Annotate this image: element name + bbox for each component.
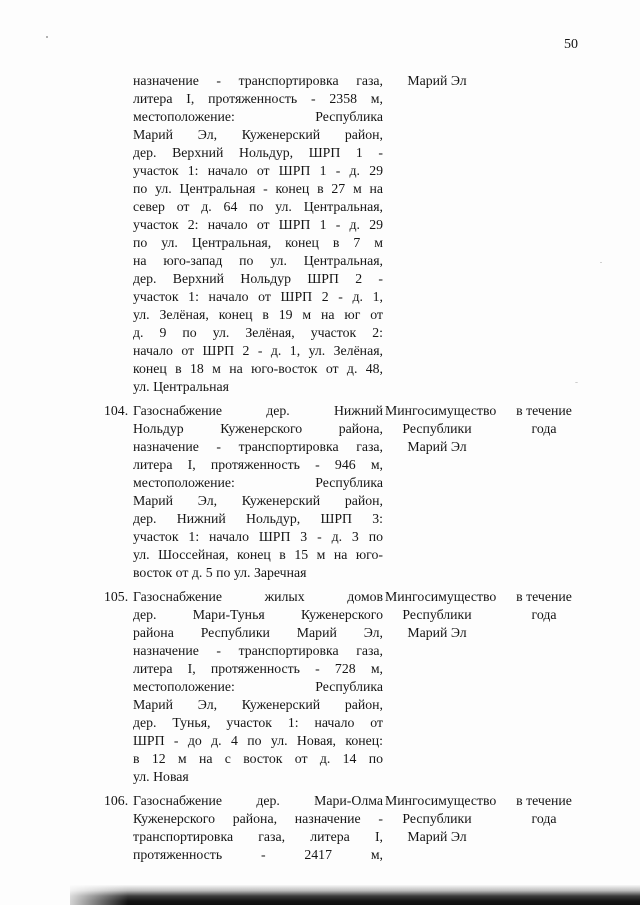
item-owner: Мингосимущество Республики Марий Эл	[385, 403, 497, 454]
table-row	[104, 792, 640, 864]
item-owner: Мингосимущество Республики Марий Эл	[385, 793, 497, 844]
page-number: 50	[564, 37, 578, 52]
item-description: Газоснабжение дер. Нижний Нольдур Куженерского района, назначение - транспортировка газа, литера I, протяженность - 946 м, местоположение: Республика Марий Эл, Куженерский район, дер. Нижний Нольдур, ШРП 3: участок 1: начало ШРП 3 - д. 3 по ул. Шоссейная, конец в 15 м на юго- восток от д. 5 по ул. Заречная	[133, 403, 383, 580]
table-row	[104, 72, 640, 396]
table-row	[104, 588, 640, 786]
scan-speck	[600, 262, 602, 263]
scan-speck	[575, 382, 578, 383]
scan-artifact-bottom	[70, 885, 640, 905]
item-description: Газоснабжение дер. Мари-Олма Куженерского района, назначение - транспортировка газа, литера I, протяженность - 2417 м,	[133, 793, 383, 862]
item-timing: в течение года	[516, 793, 572, 826]
item-owner: Марий Эл	[407, 73, 467, 88]
item-number: 104.	[104, 403, 129, 418]
item-description: Газоснабжение жилых домов дер. Мари-Тунья Куженерского района Республики Марий Эл, назначение - транспортировка газа, литера I, протяженность - 728 м, местоположение: Республика Марий Эл, Куженерский район, дер. Тунья, участок 1: начало от ШРП - до д. 4 по ул. Новая, конец: в 12 м на с восток от д. 14 по ул. Новая	[133, 589, 383, 784]
item-timing: в течение года	[516, 403, 572, 436]
table-row	[104, 402, 640, 582]
item-number: 105.	[104, 589, 129, 604]
item-number: 106.	[104, 793, 129, 808]
item-description: назначение - транспортировка газа, литера I, протяженность - 2358 м, местоположение: Республика Марий Эл, Куженерский район, дер. Верхний Нольдур, ШРП 1 - участок 1: начало от ШРП 1 - д. 29 по ул. Центральная - конец в 27 м на север от д. 64 по ул. Центральная, участок 2: начало от ШРП 1 - д. 29 по ул. Центральная, конец в 7 м на юго-запад по ул. Центральная, дер. Верхний Нольдур ШРП 2 - участок 1: начало от ШРП 2 - д. 1, ул. Зелёная, конец в 19 м на юг от д. 9 по ул. Зелёная, участок 2: начало от ШРП 2 - д. 1, ул. Зелёная, конец в 18 м на юго-восток от д. 48, ул. Центральная	[133, 73, 383, 394]
item-timing: в течение года	[516, 589, 572, 622]
document-content	[104, 72, 640, 870]
scan-speck	[46, 36, 48, 38]
scan-artifact-fade	[58, 884, 128, 905]
item-owner: Мингосимущество Республики Марий Эл	[385, 589, 497, 640]
